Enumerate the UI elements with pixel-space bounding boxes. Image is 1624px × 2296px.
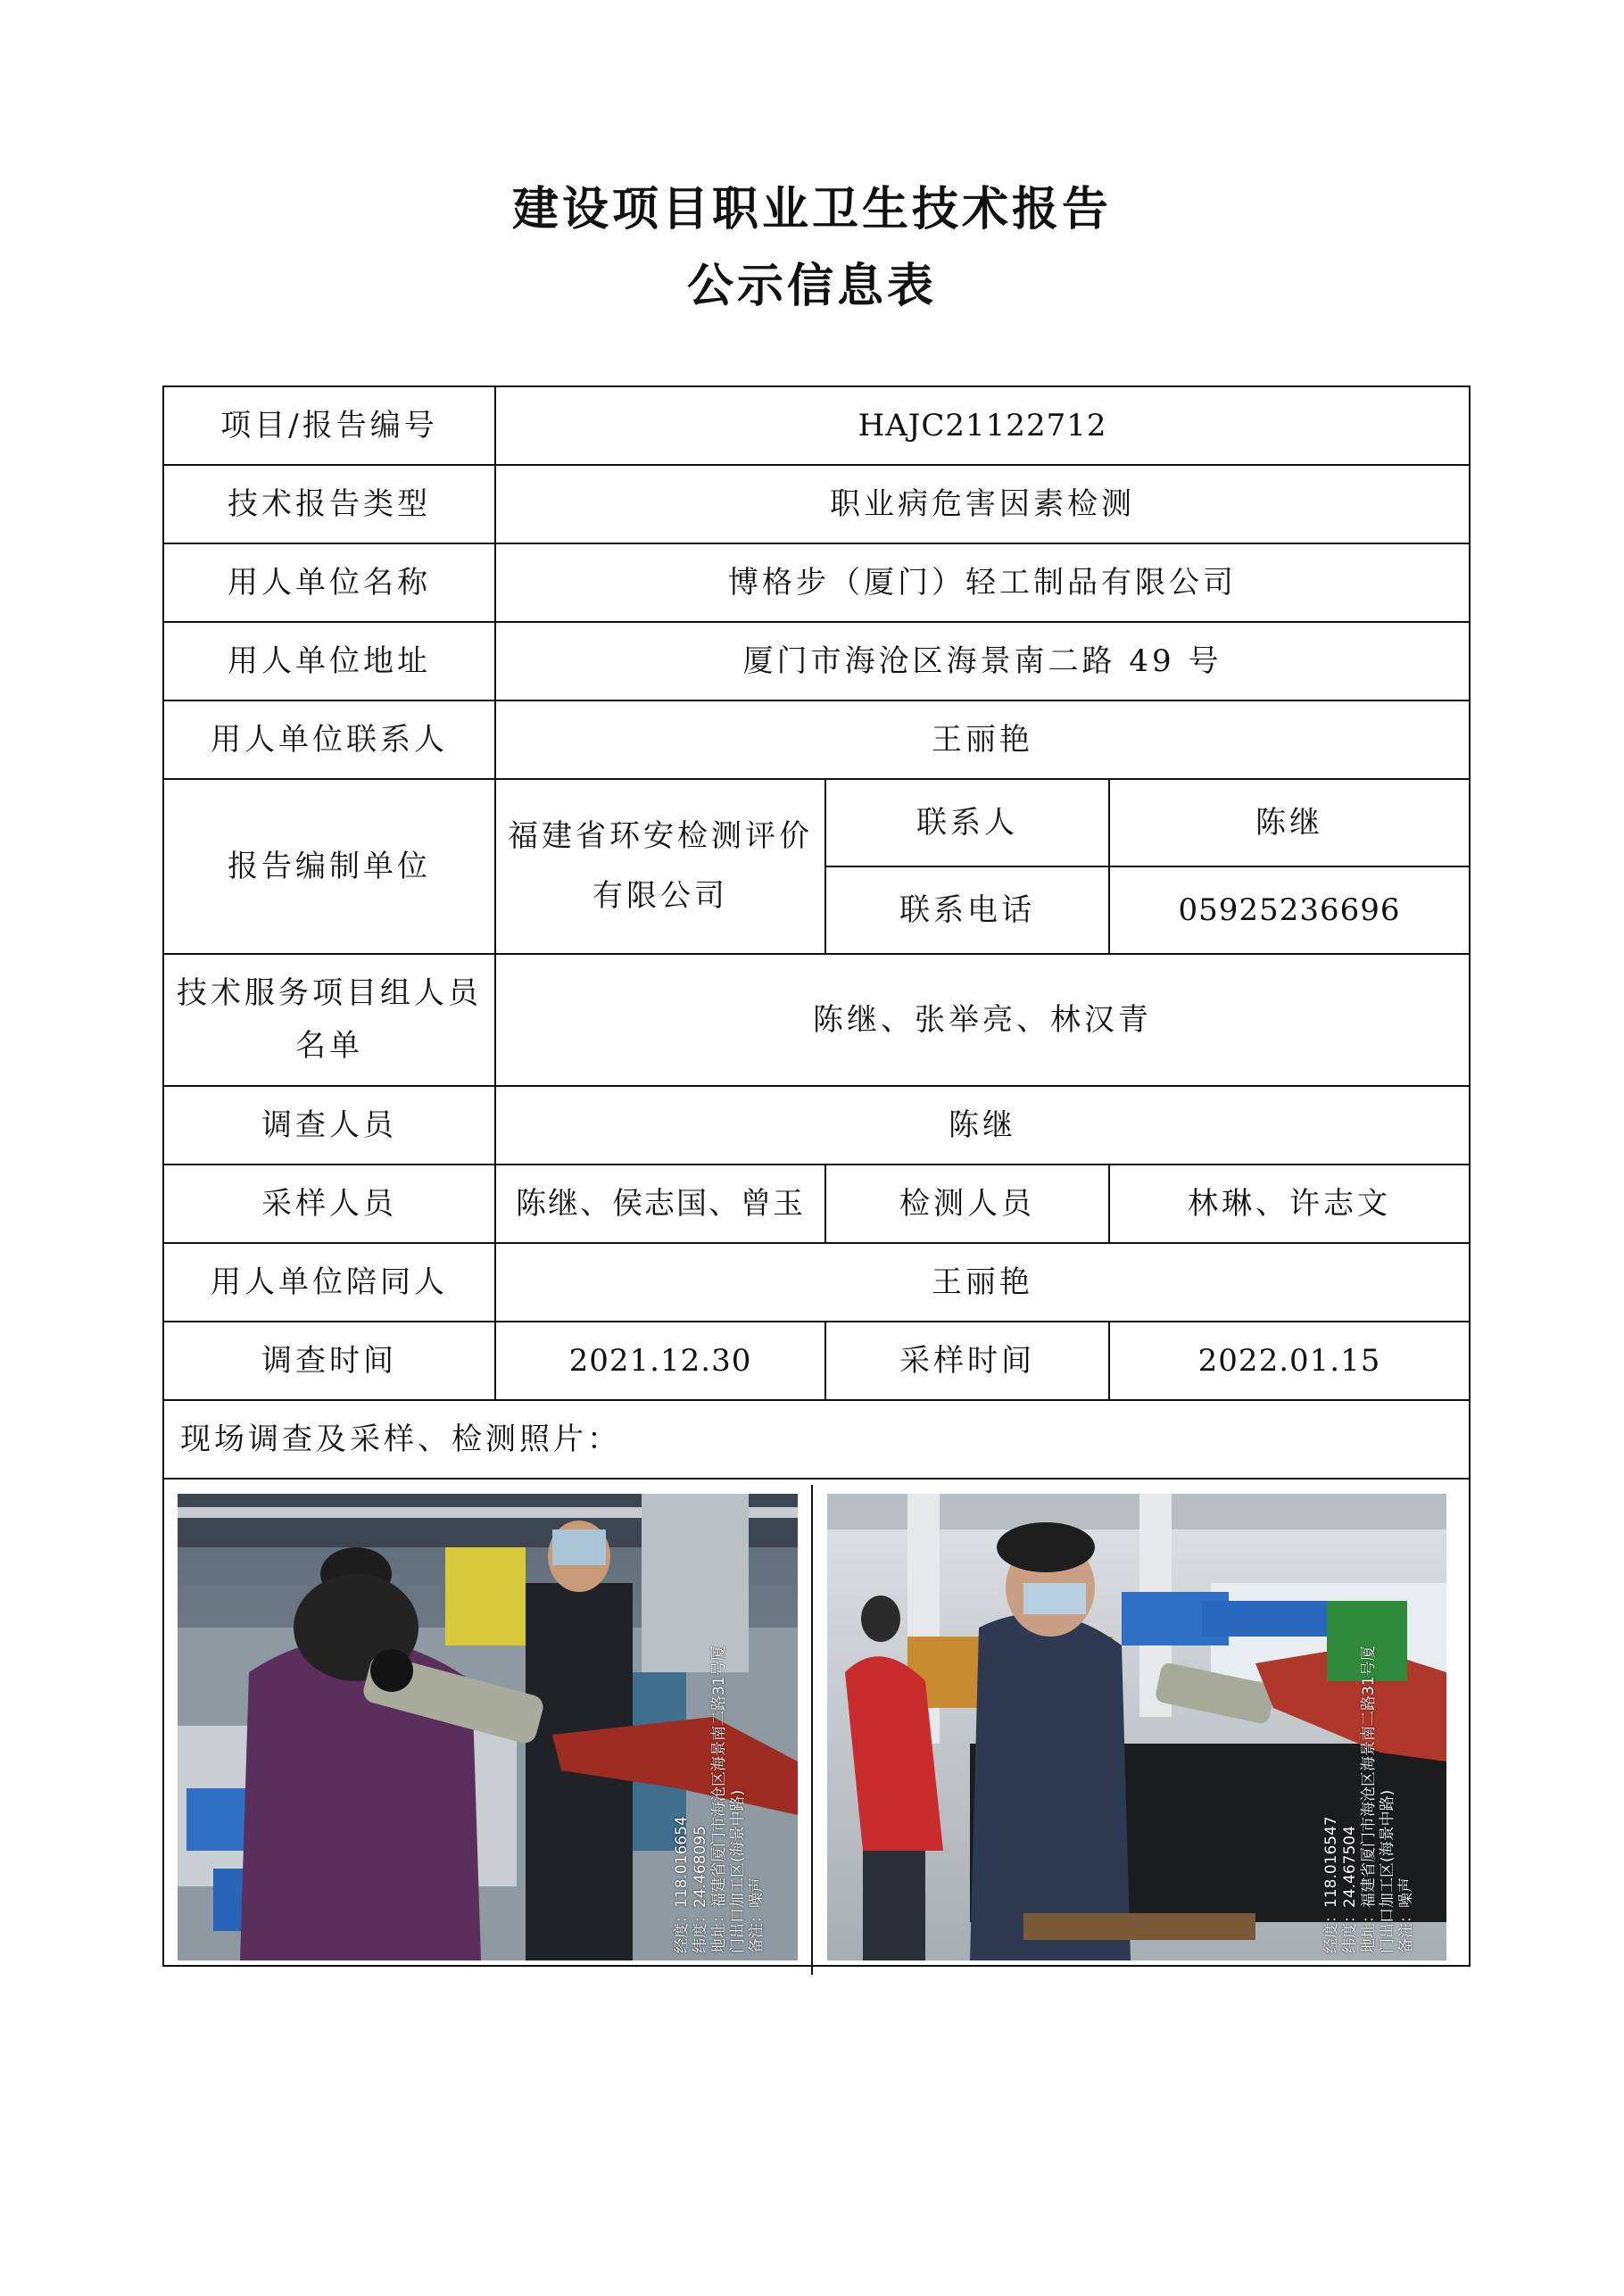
employer-name-value: 博格步（厦门）轻工制品有限公司 bbox=[495, 543, 1470, 622]
table-row bbox=[163, 386, 1470, 465]
compiler-label: 报告编制单位 bbox=[163, 779, 495, 954]
document-subtitle: 公示信息表 bbox=[686, 260, 937, 313]
report-no-label: 项目/报告编号 bbox=[163, 386, 495, 465]
team-label-line1: 技术服务项目组人员 bbox=[177, 975, 482, 1012]
photo-2-caption-line1: 经度：118.016547 bbox=[1322, 1816, 1340, 1953]
document-title: 建设项目职业卫生技术报告 bbox=[511, 183, 1112, 236]
survey-date-value: 2021.12.30 bbox=[495, 1322, 825, 1400]
test-label: 检测人员 bbox=[825, 1165, 1109, 1243]
escort-label: 用人单位陪同人 bbox=[163, 1243, 495, 1322]
table-row bbox=[163, 700, 1470, 779]
investigator-value: 陈继 bbox=[495, 1086, 1470, 1165]
investigator-label: 调查人员 bbox=[163, 1086, 495, 1165]
compiler-contact-value: 陈继 bbox=[1109, 779, 1470, 866]
photo-1-caption-line1: 经度：118.016654 bbox=[673, 1816, 691, 1953]
site-photo-1 bbox=[178, 1494, 798, 1960]
compiler-phone-value: 05925236696 bbox=[1109, 866, 1470, 954]
compiler-contact-label: 联系人 bbox=[825, 779, 1109, 866]
table-row bbox=[163, 1165, 1470, 1243]
site-photo-2 bbox=[827, 1494, 1446, 1960]
employer-contact-value: 王丽艳 bbox=[495, 700, 1470, 779]
photo-divider bbox=[811, 1485, 813, 1975]
table-row bbox=[163, 543, 1470, 622]
team-label-line2: 名单 bbox=[295, 1028, 363, 1064]
photo-1-caption-line5: 备注：噪声 bbox=[748, 1877, 766, 1953]
table-row bbox=[163, 1322, 1470, 1400]
compiler-org bbox=[495, 779, 825, 954]
table-row bbox=[163, 465, 1470, 543]
compiler-org-line2: 有限公司 bbox=[592, 878, 728, 914]
photo-1-caption-line3: 地址：福建省厦门市海沧区海景南二路31号厦 bbox=[710, 1645, 728, 1953]
table-row bbox=[163, 1400, 1470, 1479]
sampling-date-label: 采样时间 bbox=[825, 1322, 1109, 1400]
test-value: 林琳、许志文 bbox=[1109, 1165, 1470, 1243]
team-value: 陈继、张举亮、林汉青 bbox=[495, 954, 1470, 1086]
photo-2-caption-line5: 备注：噪声 bbox=[1397, 1877, 1415, 1953]
photo-2-caption-line2: 纬度：24.467504 bbox=[1341, 1826, 1359, 1953]
report-type-value: 职业病危害因素检测 bbox=[495, 465, 1470, 543]
table-row bbox=[163, 954, 1470, 1086]
compiler-phone-label: 联系电话 bbox=[825, 866, 1109, 954]
table-row bbox=[163, 1086, 1470, 1165]
table-row bbox=[163, 779, 1470, 866]
compiler-org-line1: 福建省环安检测评价 bbox=[508, 818, 813, 855]
photo-1-caption-line4: 门出口加工区(海景中路) bbox=[729, 1789, 747, 1953]
photos-label: 现场调查及采样、检测照片： bbox=[163, 1400, 1470, 1479]
table-row bbox=[163, 1243, 1470, 1322]
photo-2-caption-line4: 门出口加工区(海景中路) bbox=[1379, 1789, 1396, 1953]
sampling-value: 陈继、侯志国、曾玉 bbox=[495, 1165, 825, 1243]
escort-value: 王丽艳 bbox=[495, 1243, 1470, 1322]
report-type-label: 技术报告类型 bbox=[163, 465, 495, 543]
table-row bbox=[163, 622, 1470, 700]
photo-2-caption-line3: 地址：福建省厦门市海沧区海景南二路31号厦 bbox=[1360, 1645, 1378, 1953]
employer-contact-label: 用人单位联系人 bbox=[163, 700, 495, 779]
sampling-label: 采样人员 bbox=[163, 1165, 495, 1243]
report-no-value: HAJC21122712 bbox=[495, 386, 1470, 465]
sampling-date-value: 2022.01.15 bbox=[1109, 1322, 1470, 1400]
employer-name-label: 用人单位名称 bbox=[163, 543, 495, 622]
photo-1-caption-line2: 纬度：24.468095 bbox=[692, 1826, 709, 1953]
employer-address-label: 用人单位地址 bbox=[163, 622, 495, 700]
photo-2-caption bbox=[1322, 1645, 1416, 1953]
employer-address-value: 厦门市海沧区海景南二路 49 号 bbox=[495, 622, 1470, 700]
photo-1-caption bbox=[673, 1645, 766, 1953]
team-label bbox=[163, 954, 495, 1086]
survey-date-label: 调查时间 bbox=[163, 1322, 495, 1400]
